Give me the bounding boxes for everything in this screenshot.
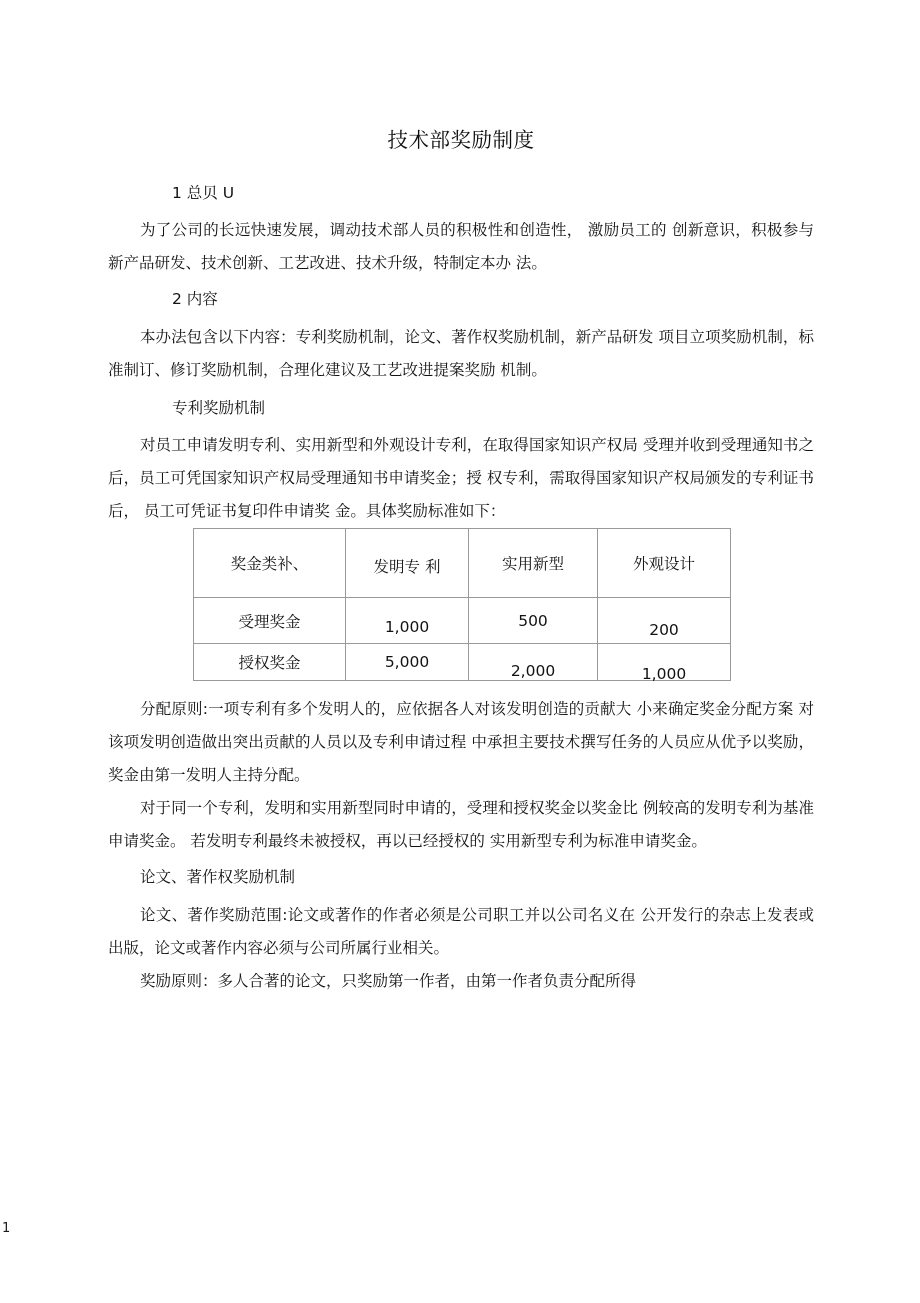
section-body-paper-scope: 论文、著作奖励范围:论文或著作的作者必须是公司职工并以公司名义在 公开发行的杂志上发表或出版，论文或著作内容必须与公司所属行业相关。 <box>108 905 814 957</box>
spacer <box>108 886 814 899</box>
table-cell-text: 200 <box>649 620 679 639</box>
table-cell-text: 1,000 <box>384 617 430 636</box>
spacer <box>108 201 814 214</box>
spacer <box>108 416 814 429</box>
document-body <box>108 0 814 998</box>
table-cell <box>346 598 469 644</box>
section-heading-general: 1 总贝 U <box>172 183 235 202</box>
page-title: 技术部奖励制度 <box>387 128 535 152</box>
table-header-label: 外观设计 <box>632 555 695 574</box>
table-cell <box>598 598 731 644</box>
table-corner-header <box>194 529 346 598</box>
page-number: 1 <box>2 1221 11 1236</box>
spacer <box>108 153 814 186</box>
section-body-allocation: 分配原则:一项专利有多个发明人的，应依据各人对该发明创造的贡献大 小来确定奖金分配方案 对该项发明创造做出突出贡献的人员以及专利申请过程 中承担主要技术撰写任务的人员应从优予以奖励，奖金由第一发明人主持分配。 <box>108 700 814 785</box>
table-cell <box>598 644 731 684</box>
reward-table-wrapper <box>108 528 814 684</box>
table-cell <box>469 644 598 681</box>
table-cell-text: 授权奖金 <box>238 654 301 673</box>
table-cell <box>469 598 598 644</box>
table-row-label-authorization <box>194 644 346 681</box>
table-cell-text: 1,000 <box>641 665 687 684</box>
section-body-general: 为了公司的长远快速发展，调动技术部人员的积极性和创造性， 激励员工的 创新意识，积极参与新产品研发、技术创新、工艺改进、技术升级，特制定本办 法。 <box>108 221 814 273</box>
table-cell-text: 2,000 <box>510 662 556 681</box>
table-cell <box>346 644 469 681</box>
table-cell-text: 5,000 <box>384 653 430 672</box>
section-body-patent: 对员工申请发明专利、实用新型和外观设计专利，在取得国家知识产权局 受理并收到受理通知书之后，员工可凭国家知识产权局受理通知书申请奖金；授 权专利，需取得国家知识产权局颁发的专利证书后， 员工可凭证书复印件申请奖 金。具体奖励标准如下： <box>108 436 814 521</box>
table-header-utility-model <box>469 529 598 598</box>
section-body-content: 本办法包含以下内容：专利奖励机制，论文、著作权奖励机制，新产品研发 项目立项奖励机制，标准制订、修订奖励机制，合理化建议及工艺改进提案奖励 机制。 <box>108 327 814 379</box>
spacer <box>108 308 814 321</box>
table-row-label-acceptance <box>194 598 346 644</box>
section-body-same-patent: 对于同一个专利，发明和实用新型同时申请的，受理和授权奖金以奖金比 例较高的发明专利为基准申请奖金。 若发明专利最终未被授权，再以已经授权的 实用新型专利为标准申请奖金。 <box>108 799 814 851</box>
section-heading-paper: 论文、著作权奖励机制 <box>140 868 296 887</box>
table-header-label: 实用新型 <box>501 555 564 574</box>
table-header-row <box>194 529 731 598</box>
section-heading-patent: 专利奖励机制 <box>172 398 266 417</box>
table-header-design <box>598 529 731 598</box>
section-heading-content: 2 内容 <box>172 290 218 309</box>
table-cell-text: 受理奖金 <box>238 612 301 631</box>
table-row <box>194 644 731 681</box>
table-cell-text: 500 <box>518 611 548 630</box>
patent-reward-table <box>193 528 731 684</box>
section-body-paper-principle: 奖励原则：多人合著的论文，只奖励第一作者，由第一作者负责分配所得 <box>140 971 637 990</box>
table-row <box>194 598 731 644</box>
table-header-label: 发明专 利 <box>373 558 441 577</box>
table-header-invention <box>346 529 469 598</box>
spacer <box>108 681 814 693</box>
table-corner-label: 奖金类补、 <box>230 555 309 574</box>
